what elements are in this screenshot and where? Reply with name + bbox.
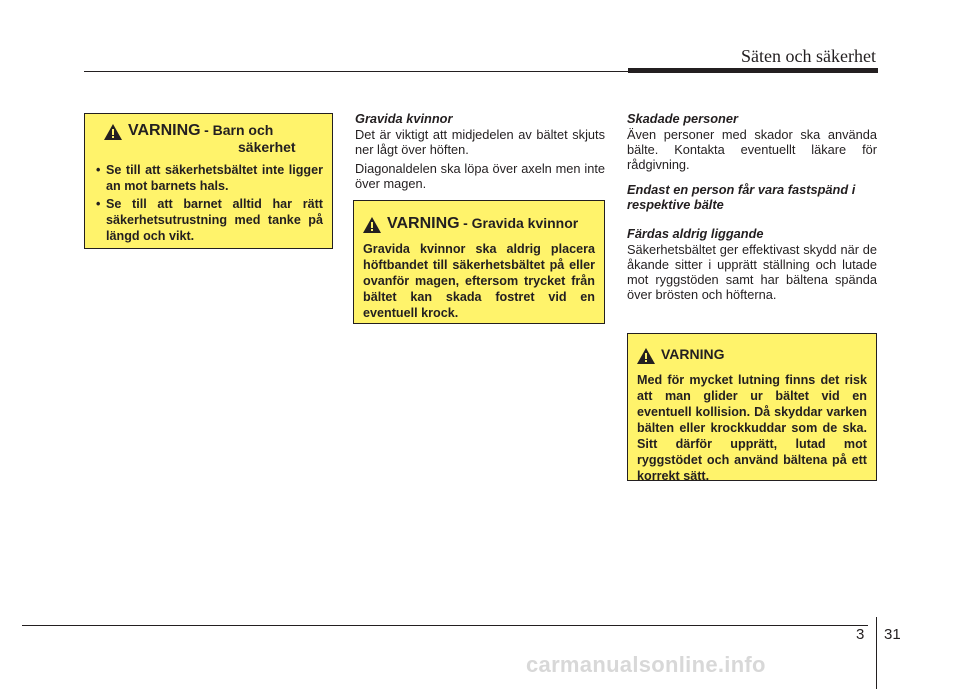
warning-text: Med för mycket lutning finns det risk att man glider ur bältet vid en eventuell kollision. Då skyddar varken bälten eller krockkuddar som de ska. Sitt därför upprätt, lutad mot ryggstödet och använd bältena på ett korrekt sätt.	[637, 373, 867, 483]
section-heading: Färdas aldrig liggande	[627, 226, 764, 241]
warning-box-recline	[627, 333, 877, 481]
section-heading: Endast en person får vara fastspänd i respektive bälte	[627, 182, 856, 212]
header-rule-thin	[84, 71, 628, 72]
warning-bullet-list	[94, 162, 323, 244]
section-injured-persons	[627, 111, 877, 306]
section-pregnant-women	[355, 111, 605, 195]
warning-title: - Gravida kvinnor	[463, 215, 579, 231]
warning-text: Gravida kvinnor ska aldrig placera höftbandet till säkerhetsbältet på eller ovanför magen, eftersom trycket från bältet kan skada fostret vid en eventuell krock.	[363, 242, 595, 320]
body-paragraph: Det är viktigt att midjedelen av bältet skjuts ner lågt över höften.	[355, 127, 605, 157]
warning-label: VARNING	[661, 346, 725, 362]
body-paragraph: Även personer med skador ska använda bälte. Kontakta eventuellt läkare för rådgivning.	[627, 127, 877, 172]
warning-box-pregnant	[353, 200, 605, 324]
warning-heading	[637, 346, 867, 368]
warning-bullet: • Se till att säkerhetsbältet inte ligger an mot barnets hals.	[94, 162, 323, 194]
page-header-title: Säten och säkerhet	[741, 46, 876, 66]
warning-triangle-icon	[637, 348, 655, 368]
chapter-number: 3	[856, 626, 865, 643]
warning-title-line2: säkerhet	[238, 139, 296, 155]
warning-label: VARNING	[128, 122, 201, 139]
warning-label: VARNING	[387, 215, 460, 232]
page-number: 31	[884, 626, 901, 643]
warning-title-line1: - Barn och	[204, 122, 274, 138]
warning-heading	[104, 122, 323, 156]
footer-divider	[876, 617, 877, 689]
body-paragraph: Säkerhetsbältet ger effektivast skydd när de åkande sitter i upprätt ställning och lutade mot ryggstöden samt har bältena spända över brösten och höfterna.	[627, 242, 877, 302]
warning-heading	[363, 215, 595, 237]
footer-rule	[22, 625, 868, 626]
header-rule-thick	[628, 68, 878, 73]
body-paragraph: Diagonaldelen ska löpa över axeln men inte över magen.	[355, 161, 605, 191]
watermark: carmanualsonline.info	[526, 652, 766, 677]
warning-box-child-safety	[84, 113, 333, 249]
warning-triangle-icon	[104, 124, 122, 144]
warning-bullet: • Se till att barnet alltid har rätt säkerhetsutrustning med tanke på längd och vikt.	[94, 196, 323, 244]
section-heading: Skadade personer	[627, 111, 738, 126]
warning-triangle-icon	[363, 217, 381, 237]
section-heading: Gravida kvinnor	[355, 111, 453, 126]
